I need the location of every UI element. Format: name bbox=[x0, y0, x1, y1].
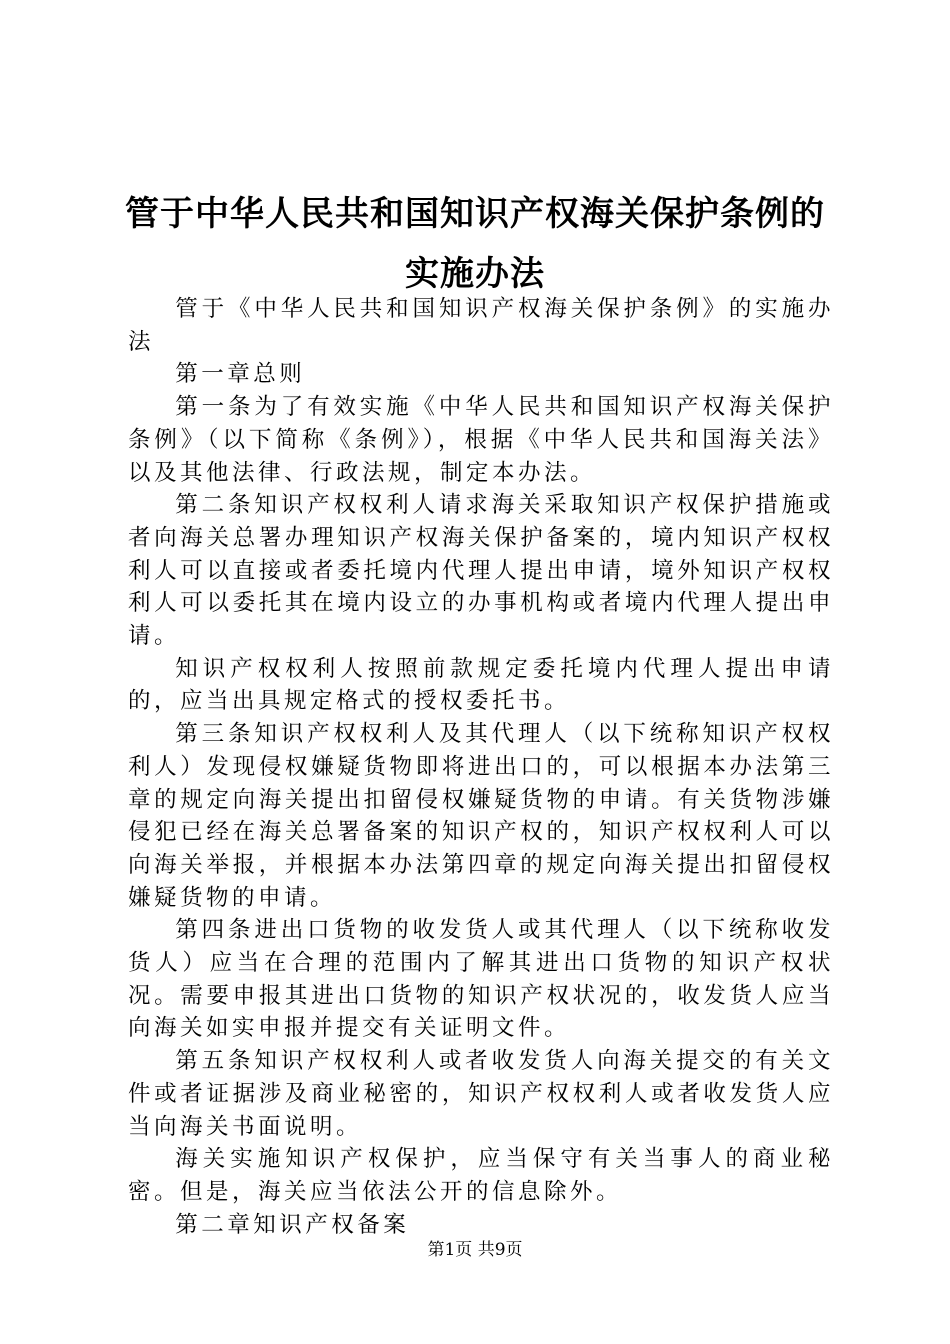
article-paragraph: 海关实施知识产权保护，应当保守有关当事人的商业秘密。但是，海关应当依法公开的信息除外。 bbox=[128, 1146, 834, 1205]
page-number-footer: 第1页 共9页 bbox=[427, 1240, 523, 1260]
article-paragraph: 知识产权权利人按照前款规定委托境内代理人提出申请的，应当出具规定格式的授权委托书。 bbox=[128, 655, 834, 715]
article-paragraph: 第二条知识产权权利人请求海关采取知识产权保护措施或者向海关总署办理知识产权海关保护备案的，境内知识产权权利人可以直接或者委托境内代理人提出申请，境外知识产权权利人可以委托其在境内设立的办事机构或者境内代理人提出申请。 bbox=[128, 492, 834, 650]
document-body bbox=[128, 293, 834, 1241]
chapter-heading: 第一章总则 bbox=[175, 361, 306, 388]
article-paragraph: 第五条知识产权权利人或者收发货人向海关提交的有关文件或者证据涉及商业秘密的，知识产权权利人或者收发货人应当向海关书面说明。 bbox=[128, 1048, 834, 1140]
document-title-line-1: 管于中华人民共和国知识产权海关保护条例的 bbox=[125, 194, 825, 234]
article-paragraph: 第三条知识产权权利人及其代理人（以下统称知识产权权利人）发现侵权嫌疑货物即将进出口的，可以根据本办法第三章的规定向海关提出扣留侵权嫌疑货物的申请。有关货物涉嫌侵犯已经在海关总署备案的知识产权的，知识产权权利人可以向海关举报，并根据本办法第四章的规定向海关提出扣留侵权嫌疑货物的申请。 bbox=[128, 721, 834, 911]
article-paragraph: 第一条为了有效实施《中华人民共和国知识产权海关保护条例》（以下简称《条例》），根据《中华人民共和国海关法》以及其他法律、行政法规，制定本办法。 bbox=[128, 394, 834, 486]
document-title-line-2: 实施办法 bbox=[405, 254, 545, 294]
intro-paragraph: 管于《中华人民共和国知识产权海关保护条例》的实施办法 bbox=[128, 296, 834, 355]
article-paragraph: 第四条进出口货物的收发货人或其代理人（以下统称收发货人）应当在合理的范围内了解其进出口货物的知识产权状况。需要申报其进出口货物的知识产权状况的，收发货人应当向海关如实申报并提交有关证明文件。 bbox=[128, 917, 834, 1042]
chapter-heading: 第二章知识产权备案 bbox=[175, 1211, 410, 1238]
